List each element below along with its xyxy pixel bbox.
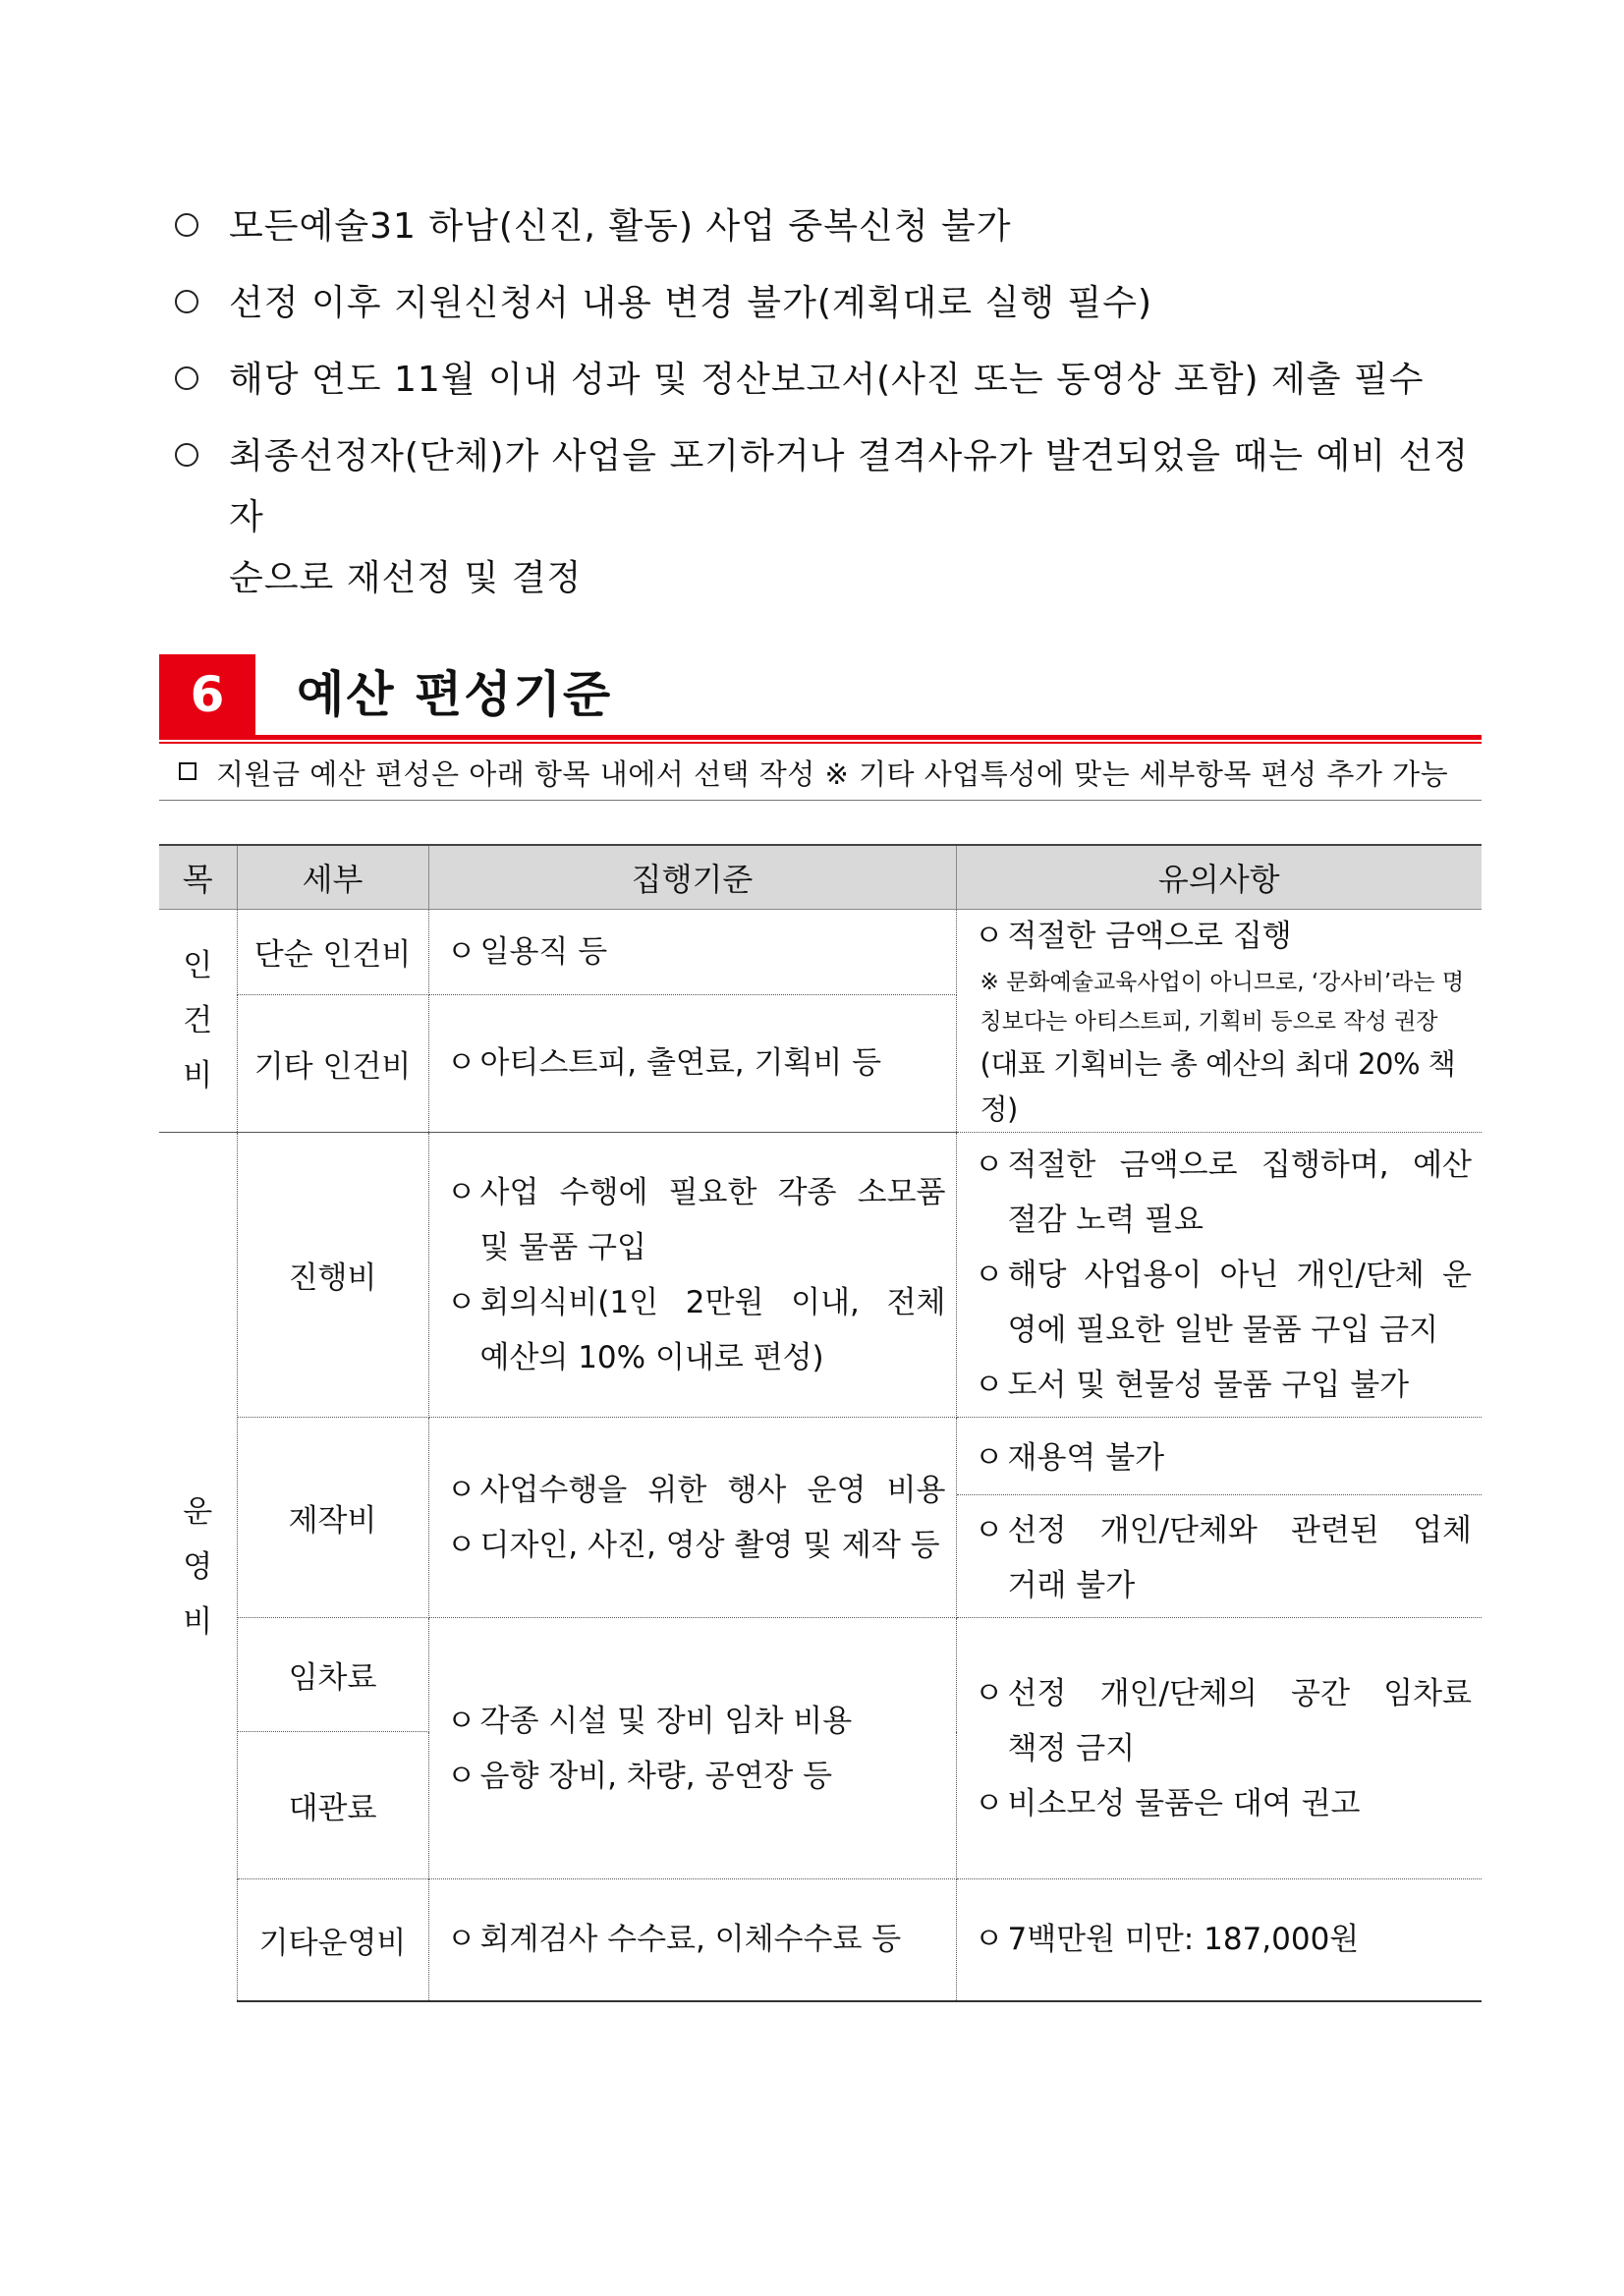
table-row xyxy=(159,1618,1482,1732)
criteria-line xyxy=(439,1518,946,1573)
notes-text: 7백만원 미만: 187,000원 xyxy=(1007,1922,1360,1958)
criteria-line xyxy=(439,1165,946,1220)
note-text: 지원금 예산 편성은 아래 항목 내에서 선택 작성 ※ 기타 사업특성에 맞는 세부항목 편성 추가 가능 xyxy=(216,757,1449,791)
criteria-line xyxy=(439,1694,946,1749)
notes-text: 책정 금지 xyxy=(1007,1730,1136,1766)
criteria-text: 예산의 10% 이내로 편성) xyxy=(479,1339,824,1375)
notes-text: 재용역 불가 xyxy=(1007,1440,1165,1476)
notes-text: 선정 개인/단체와 관련된 업체 xyxy=(1007,1512,1472,1548)
subitem-cell: 기타운영비 xyxy=(237,1879,428,2001)
notes-cell xyxy=(956,1879,1482,2001)
notes-text: 적절한 금액으로 집행하며, 예산 xyxy=(1007,1147,1472,1183)
category-char: 건 xyxy=(183,1003,213,1038)
header-subitem: 세부 xyxy=(237,845,428,910)
category-char: 운 xyxy=(183,1493,213,1530)
notes-cell xyxy=(956,1133,1482,1418)
subitem-cell: 기타 인건비 xyxy=(237,994,428,1132)
criteria-cell xyxy=(428,1879,956,2001)
header-criteria: 집행기준 xyxy=(428,845,956,910)
criteria-cell xyxy=(428,910,956,995)
criteria-text: 아티스트피, 출연료, 기획비 등 xyxy=(479,1045,882,1082)
bullet-mark: ㅇ xyxy=(974,1440,1004,1476)
notes-line xyxy=(967,1430,1165,1485)
criteria-text: 일용직 등 xyxy=(479,933,608,970)
criteria-text: 디자인, 사진, 영상 촬영 및 제작 등 xyxy=(479,1527,940,1563)
criteria-text: 및 물품 구입 xyxy=(479,1229,646,1265)
subitem-cell: 제작비 xyxy=(237,1418,428,1618)
bullet-mark: ㅇ xyxy=(446,1472,476,1508)
notes-text: 비소모성 물품은 대여 권고 xyxy=(1007,1785,1361,1821)
notes-line-cont xyxy=(967,1558,1473,1613)
notes-cell xyxy=(956,910,1482,1133)
notes-line xyxy=(967,1503,1473,1558)
bullet-item xyxy=(175,273,1482,334)
bullet-mark: ㅇ xyxy=(974,1367,1004,1403)
notes-line xyxy=(967,1248,1473,1303)
bullet-text: 최종선정자(단체)가 사업을 포기하거나 결격사유가 발견되었을 때는 예비 선정자 xyxy=(229,436,1470,537)
bullet-mark: ㅇ xyxy=(446,933,476,970)
bullet-mark: ㅇ xyxy=(974,1785,1004,1821)
section-rule-thin xyxy=(159,742,1482,744)
bullet-mark: ㅇ xyxy=(446,1758,476,1794)
bullet-mark: ㅇ xyxy=(446,1174,476,1210)
criteria-line-cont xyxy=(439,1220,946,1275)
section-heading xyxy=(159,654,1482,743)
bullet-text: 해당 연도 11월 이내 성과 및 정산보고서(사진 또는 동영상 포함) 제출 필수 xyxy=(229,360,1425,400)
criteria-line xyxy=(439,1275,946,1330)
category-char: 인 xyxy=(183,948,213,983)
category-char: 비 xyxy=(183,1058,213,1093)
budget-table xyxy=(159,844,1482,2002)
criteria-line xyxy=(439,1749,946,1804)
header-notes: 유의사항 xyxy=(956,845,1482,910)
bullet-mark: ㅇ xyxy=(974,1512,1004,1548)
table-row xyxy=(159,1133,1482,1418)
circle-bullet-icon xyxy=(175,290,198,313)
notes-cell xyxy=(956,1618,1482,1879)
table-row xyxy=(159,1879,1482,2001)
bullet-mark: ㅇ xyxy=(974,1675,1004,1711)
notes-line xyxy=(967,1358,1473,1413)
section-number: 6 xyxy=(159,654,255,735)
table-row xyxy=(159,910,1482,995)
criteria-cell xyxy=(428,1133,956,1418)
category-char: 영 xyxy=(183,1548,213,1585)
notes-line xyxy=(967,1666,1473,1721)
criteria-text: 회계검사 수수료, 이체수수료 등 xyxy=(479,1922,902,1958)
notes-bottom-block xyxy=(957,1495,1483,1613)
bullet-mark: ㅇ xyxy=(974,1147,1004,1183)
subitem-cell: 단순 인건비 xyxy=(237,910,428,995)
notes-text: 선정 개인/단체의 공간 임차료 xyxy=(1007,1675,1472,1711)
bullet-item xyxy=(175,350,1482,411)
criteria-text: 회의식비(1인 2만원 이내, 전체 xyxy=(479,1284,946,1320)
criteria-cell xyxy=(428,1418,956,1618)
notes-text: 도서 및 현물성 물품 구입 불가 xyxy=(1007,1367,1410,1403)
notes-line xyxy=(967,1138,1473,1193)
circle-bullet-icon xyxy=(175,443,198,467)
criteria-line-cont xyxy=(439,1330,946,1385)
notes-line xyxy=(967,1912,1473,1967)
notes-line-cont xyxy=(967,1721,1473,1776)
criteria-text: 사업 수행에 필요한 각종 소모품 xyxy=(479,1174,946,1210)
bullet-mark: ㅇ xyxy=(446,1045,476,1082)
criteria-cell xyxy=(428,1618,956,1879)
table-row xyxy=(159,1418,1482,1618)
section-rule xyxy=(159,735,1482,740)
subitem-cell: 대관료 xyxy=(237,1732,428,1879)
bullet-text: 선정 이후 지원신청서 내용 변경 불가(계획대로 실행 필수) xyxy=(229,283,1153,323)
bullet-text: 모든예술31 하남(신진, 활동) 사업 중복신청 불가 xyxy=(229,206,1012,247)
bullet-item xyxy=(175,426,1482,548)
square-bullet-icon xyxy=(179,762,196,780)
notes-line xyxy=(967,1776,1473,1831)
criteria-line xyxy=(439,924,946,980)
bullet-item xyxy=(175,196,1482,257)
notes-small: ※ 문화예술교육사업이 아니므로, ‘강사비’라는 명 xyxy=(980,970,1465,995)
bullet-mark: ㅇ xyxy=(446,1922,476,1958)
category-operating xyxy=(159,1133,237,2001)
notes-line-cont xyxy=(967,1193,1473,1248)
bullet-mark: ㅇ xyxy=(446,1284,476,1320)
criteria-line xyxy=(439,1036,946,1091)
circle-bullet-icon xyxy=(175,213,198,237)
circle-bullet-icon xyxy=(175,366,198,390)
notes-bottom: (대표 기획비는 총 예산의 최대 20% 책정) xyxy=(980,1047,1456,1126)
notes-small: 칭보다는 아티스트피, 기획비 등으로 작성 권장 xyxy=(980,1009,1438,1035)
category-personnel xyxy=(159,910,237,1133)
header-category: 목 xyxy=(159,845,237,910)
notes-text: 영에 필요한 일반 물품 구입 금지 xyxy=(1007,1312,1439,1348)
notes-cell xyxy=(956,1418,1482,1618)
bullet-mark: ㅇ xyxy=(974,1922,1004,1958)
criteria-cell xyxy=(428,994,956,1132)
section-title: 예산 편성기준 xyxy=(297,666,613,723)
subitem-cell: 진행비 xyxy=(237,1133,428,1418)
subitem-cell: 임차료 xyxy=(237,1618,428,1732)
criteria-line xyxy=(439,1463,946,1518)
table-header-row xyxy=(159,845,1482,910)
notes-text: 절감 노력 필요 xyxy=(1007,1202,1204,1238)
bullet-mark: ㅇ xyxy=(446,1527,476,1563)
notes-text: 적절한 금액으로 집행 xyxy=(1007,919,1292,954)
notes-line xyxy=(967,910,1473,963)
criteria-line xyxy=(439,1912,946,1967)
category-char: 비 xyxy=(183,1603,213,1640)
bullet-list xyxy=(175,196,1482,609)
bullet-mark: ㅇ xyxy=(974,1257,1004,1293)
bullet-mark: ㅇ xyxy=(446,1703,476,1739)
notes-text: 거래 불가 xyxy=(1007,1567,1136,1603)
notes-line-cont xyxy=(967,1303,1473,1358)
criteria-text: 사업수행을 위한 행사 운영 비용 xyxy=(479,1472,946,1508)
bullet-continuation: 순으로 재선정 및 결정 xyxy=(229,558,583,598)
criteria-text: 각종 시설 및 장비 임차 비용 xyxy=(479,1703,853,1739)
bullet-mark: ㅇ xyxy=(974,919,1004,954)
notes-top-block xyxy=(957,1423,1483,1495)
section-note xyxy=(159,749,1482,801)
criteria-text: 음향 장비, 차량, 공연장 등 xyxy=(479,1758,833,1794)
notes-text: 해당 사업용이 아닌 개인/단체 운 xyxy=(1007,1257,1472,1293)
